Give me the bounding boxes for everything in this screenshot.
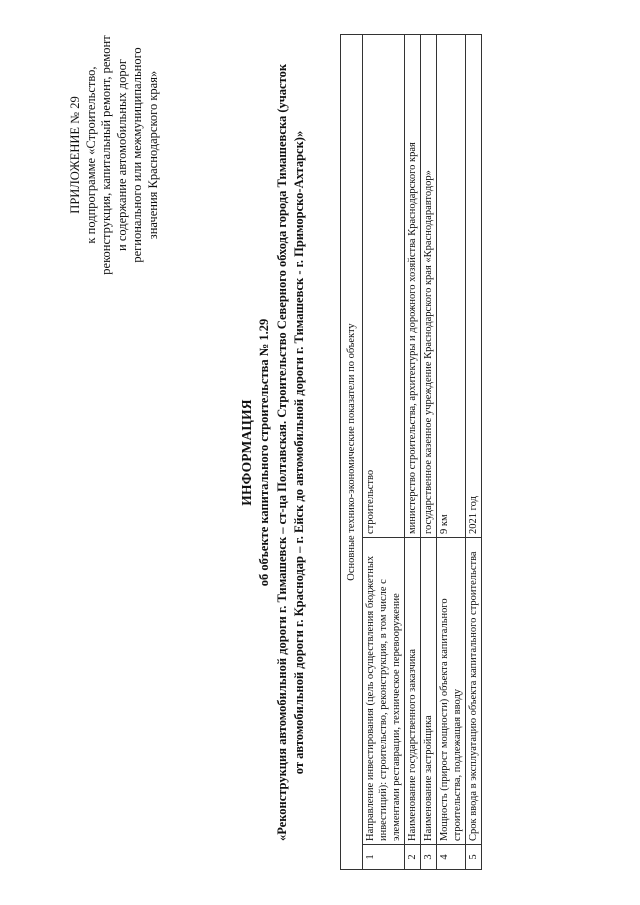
table-header-row [341, 35, 363, 870]
appendix-line: значения Краснодарского края» [145, 70, 160, 240]
appendix-block [68, 35, 161, 275]
row-value: строительство [363, 35, 405, 538]
document-subtitle: об объекте капитального строительства № 1.29 [257, 318, 271, 587]
row-number: 5 [466, 845, 482, 870]
table-row [437, 35, 466, 870]
appendix-line: регионального или межмуниципального [130, 47, 144, 263]
row-value: 9 км [437, 35, 466, 538]
row-label: Срок ввода в эксплуатацию объекта капитального строительства [466, 538, 482, 845]
project-name: «Реконструкция автомобильной дороги г. Тимашевск – ст-ца Полтавская. Строительство Северного обхода города Тимашевска (участок от автомобильной дороги г. Краснодар – г. Ейск до автомобильной дороги г. Тимашевск - г. Приморско-Ахтарск)» [275, 63, 306, 842]
parameters-table [340, 34, 482, 870]
row-value: государственное казенное учреждение Краснодарского края «Краснодаравтодор» [421, 35, 437, 538]
table-row [363, 35, 405, 870]
row-label: Направление инвестирования (цель осуществления бюджетных инвестиций): строительство, реконструкция, в том числе с элементами реставрации, техническое перевооружение [363, 538, 405, 845]
document-title: ИНФОРМАЦИЯ [239, 399, 254, 506]
row-number: 3 [421, 845, 437, 870]
row-value: министерство строительства, архитектуры и дорожного хозяйства Краснодарского края [405, 35, 421, 538]
row-number: 1 [363, 845, 405, 870]
appendix-line: реконструкция, капитальный ремонт, ремонт [99, 35, 113, 275]
row-number: 4 [437, 845, 466, 870]
table-header: Основные технико-экономические показатели по объекту [341, 35, 363, 870]
row-value: 2021 год [466, 35, 482, 538]
row-number: 2 [405, 845, 421, 870]
row-label: Мощность (прирост мощности) объекта капитального строительства, подлежащая вводу [437, 538, 466, 845]
appendix-line: и содержание автомобильных дорог [114, 59, 129, 251]
table-row [421, 35, 437, 870]
table-row [405, 35, 421, 870]
appendix-line: ПРИЛОЖЕНИЕ № 29 [68, 96, 82, 214]
table-row [466, 35, 482, 870]
row-label: Наименование государственного заказчика [405, 538, 421, 845]
appendix-line: к подпрограмме «Строительство, [83, 66, 98, 244]
row-label: Наименование застройщика [421, 538, 437, 845]
